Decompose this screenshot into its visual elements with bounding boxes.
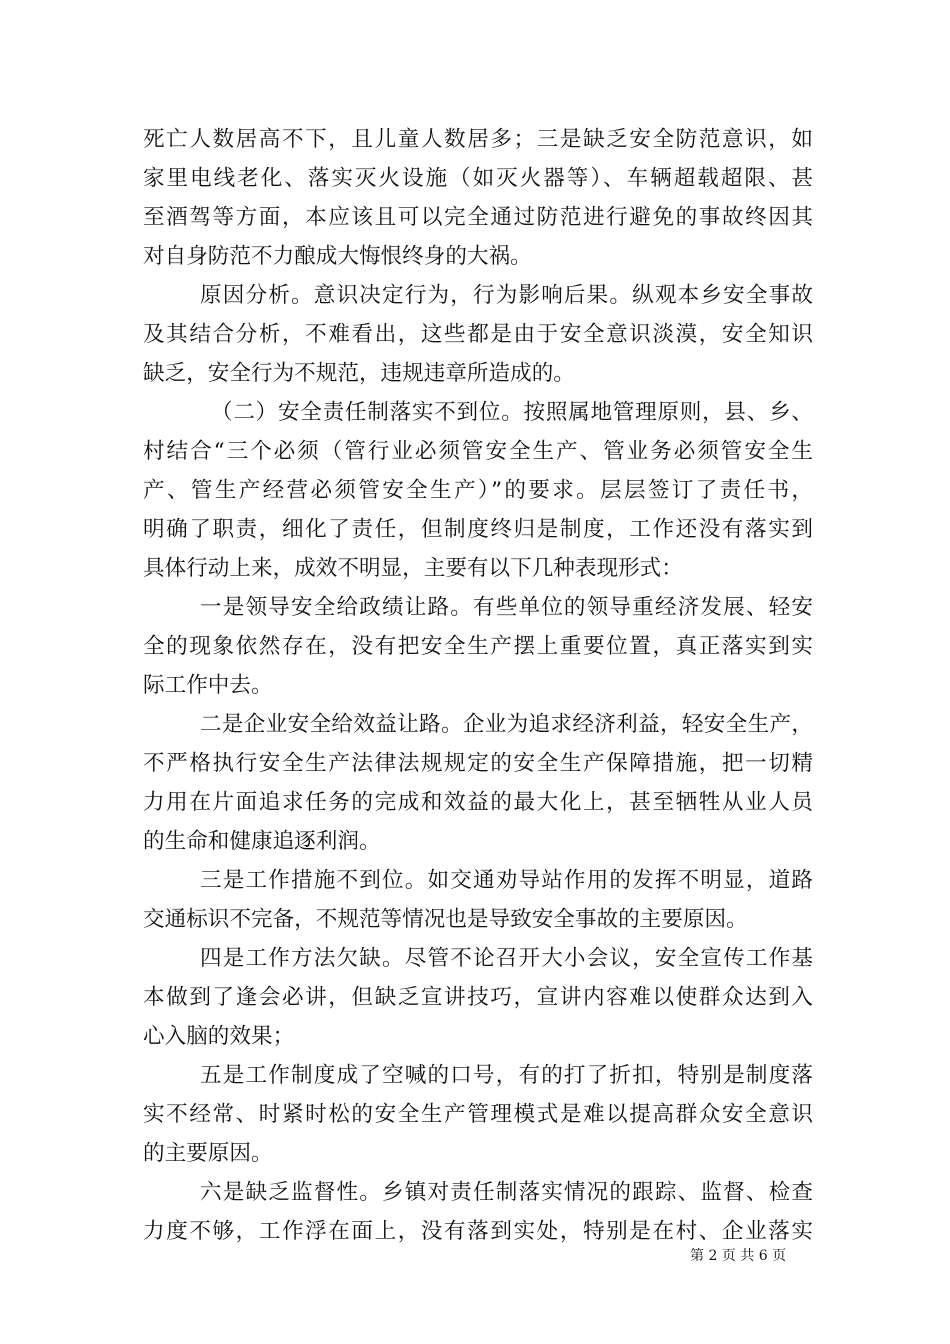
footer-middle: 页 共: [717, 1248, 759, 1264]
text-line: 力度不够，工作浮在面上，没有落到实处，特别是在村、企业落实: [143, 1219, 813, 1244]
paragraph-start-line: 一是领导安全给政绩让路。有些单位的领导重经济发展、轻安: [200, 595, 813, 620]
text-line: 家里电线老化、落实灭火设施（如灭火器等）、车辆超载超限、甚: [143, 166, 813, 191]
text-line: 产、管生产经营必须管安全生产）”的要求。层层签订了责任书，: [143, 478, 813, 503]
paragraph-start-line: 三是工作措施不到位。如交通劝导站作用的发挥不明显，道路: [200, 868, 813, 893]
text-line: 实不经常、时紧时松的安全生产管理模式是难以提高群众安全意识: [143, 1102, 813, 1127]
text-line: 及其结合分析，不难看出，这些都是由于安全意识淡漠，安全知识: [143, 322, 813, 347]
text-line: 本做到了逢会必讲，但缺乏宣讲技巧，宣讲内容难以使群众达到入: [143, 985, 813, 1010]
text-line: 的生命和健康追逐利润。: [143, 829, 381, 854]
page-number-footer: [690, 1246, 850, 1266]
text-line: 死亡人数居高不下，且儿童人数居多；三是缺乏安全防范意识，如: [143, 127, 813, 152]
current-page-number: 2: [708, 1248, 718, 1264]
footer-prefix: 第: [690, 1248, 709, 1264]
text-line: 全的现象依然存在，没有把安全生产摆上重要位置，真正落实到实: [143, 634, 813, 659]
paragraph-start-line: 六是缺乏监督性。乡镇对责任制落实情况的跟踪、监督、检查: [200, 1180, 813, 1205]
total-page-count: 6: [758, 1248, 768, 1264]
text-line: 心入脑的效果；: [143, 1024, 295, 1049]
text-line: 明确了职责，细化了责任，但制度终归是制度，工作还没有落实到: [143, 517, 813, 542]
text-line: 交通标识不完备，不规范等情况也是导致安全事故的主要原因。: [143, 907, 748, 932]
text-line: 村结合“三个必须（管行业必须管安全生产、管业务必须管安全生: [143, 439, 813, 464]
paragraph-start-line: 二是企业安全给效益让路。企业为追求经济利益，轻安全生产，: [200, 712, 813, 737]
text-line: 具体行动上来，成效不明显，主要有以下几种表现形式：: [143, 556, 683, 581]
text-line: 对自身防范不力酿成大悔恨终身的大祸。: [143, 244, 532, 269]
footer-suffix: 页: [767, 1248, 787, 1264]
paragraph-start-line: 五是工作制度成了空喊的口号，有的打了折扣，特别是制度落: [200, 1063, 813, 1088]
text-line: 不严格执行安全生产法律法规规定的安全生产保障措施，把一切精: [143, 751, 813, 776]
text-line: 的主要原因。: [143, 1141, 273, 1166]
text-line: 际工作中去。: [143, 673, 273, 698]
text-line: 至酒驾等方面，本应该且可以完全通过防范进行避免的事故终因其: [143, 205, 813, 230]
paragraph-start-line: 原因分析。意识决定行为，行为影响后果。纵观本乡安全事故: [200, 283, 813, 308]
text-line: 力用在片面追求任务的完成和效益的最大化上，甚至牺牲从业人员: [143, 790, 813, 815]
text-line: 缺乏，安全行为不规范，违规违章所造成的。: [143, 361, 575, 386]
paragraph-start-line: 四是工作方法欠缺。尽管不论召开大小会议，安全宣传工作基: [200, 946, 813, 971]
section-heading-line: （二）安全责任制落实不到位。按照属地管理原则，县、乡、: [211, 400, 813, 425]
